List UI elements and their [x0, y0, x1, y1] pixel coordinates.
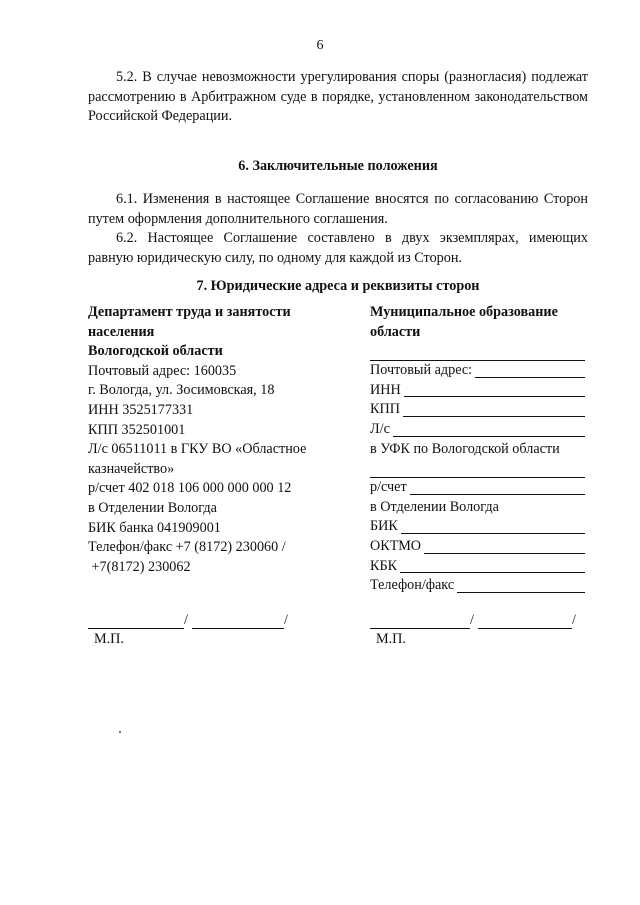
blank-fill-line [370, 342, 585, 361]
right-party-details [370, 303, 585, 596]
left-party-title: Вологодской области [88, 343, 223, 360]
left-party-details [88, 303, 338, 577]
section-7-heading: 7. Юридические адреса и реквизиты сторон [196, 278, 480, 294]
right-account-field: р/счет [370, 478, 585, 498]
left-ls: Л/с 06511011 в ГКУ ВО «Областное [88, 441, 307, 458]
right-kpp-field: КПП [370, 400, 585, 420]
right-kbk-field: КБК [370, 557, 585, 577]
left-phone: Телефон/факс +7 (8172) 230060 / [88, 539, 286, 556]
right-inn-field: ИНН [370, 381, 585, 401]
blank-fill-line [370, 459, 585, 478]
signature-slash: / [283, 612, 288, 628]
right-signature-block [370, 612, 576, 648]
left-party-title: Департамент труда и занятости [88, 304, 291, 320]
signature-slash: / [184, 612, 188, 628]
right-party-title: области [370, 323, 421, 340]
left-ls: казначейство» [88, 460, 175, 477]
clause-6-2: 6.2. Настоящее Соглашение составлено в двух экземплярах, имеющих равную юридическую силу, по одному для каждой из Сторон. [88, 230, 588, 266]
left-address: г. Вологда, ул. Зосимовская, 18 [88, 382, 275, 399]
left-account: р/счет 402 018 106 000 000 000 12 [88, 480, 292, 497]
stamp-place-label: М.П. [376, 631, 406, 647]
stamp-place-label: М.П. [94, 631, 124, 647]
left-postal: Почтовый адрес: 160035 [88, 362, 237, 379]
left-phone: +7(8172) 230062 [88, 558, 191, 575]
clause-6-1: 6.1. Изменения в настоящее Соглашение вносятся по согласованию Сторон путем оформления дополнительного соглашения. [88, 191, 588, 227]
right-phone-field: Телефон/факс [370, 576, 585, 596]
signature-line [88, 612, 184, 629]
signature-line [370, 612, 470, 629]
right-ufk: в УФК по Вологодской области [370, 440, 560, 457]
right-party-title: Муниципальное образование [370, 304, 558, 320]
right-ls-field: Л/с [370, 420, 585, 440]
left-kpp: КПП 352501001 [88, 421, 186, 438]
clause-5-2: 5.2. В случае невозможности урегулирования споры (разногласия) подлежат рассмотрению в Арбитражном суде в порядке, установленном законодательством Российской Федерации. [88, 69, 588, 124]
section-6-heading: 6. Заключительные положения [238, 158, 438, 174]
left-party-title: населения [88, 323, 155, 340]
right-bank: в Отделении Вологда [370, 498, 499, 515]
signature-slash: / [571, 612, 576, 628]
left-signature-block [88, 612, 288, 648]
right-bik-field: БИК [370, 517, 585, 537]
name-line [478, 612, 572, 629]
left-inn: ИНН 3525177331 [88, 401, 194, 418]
scan-speck [119, 731, 121, 733]
left-bik: БИК банка 041909001 [88, 519, 221, 536]
name-line [192, 612, 284, 629]
left-bank: в Отделении Вологда [88, 499, 217, 516]
right-oktmo-field: ОКТМО [370, 537, 585, 557]
right-postal-field: Почтовый адрес: [370, 361, 585, 381]
page-number: 6 [316, 38, 324, 53]
signature-slash: / [470, 612, 474, 628]
